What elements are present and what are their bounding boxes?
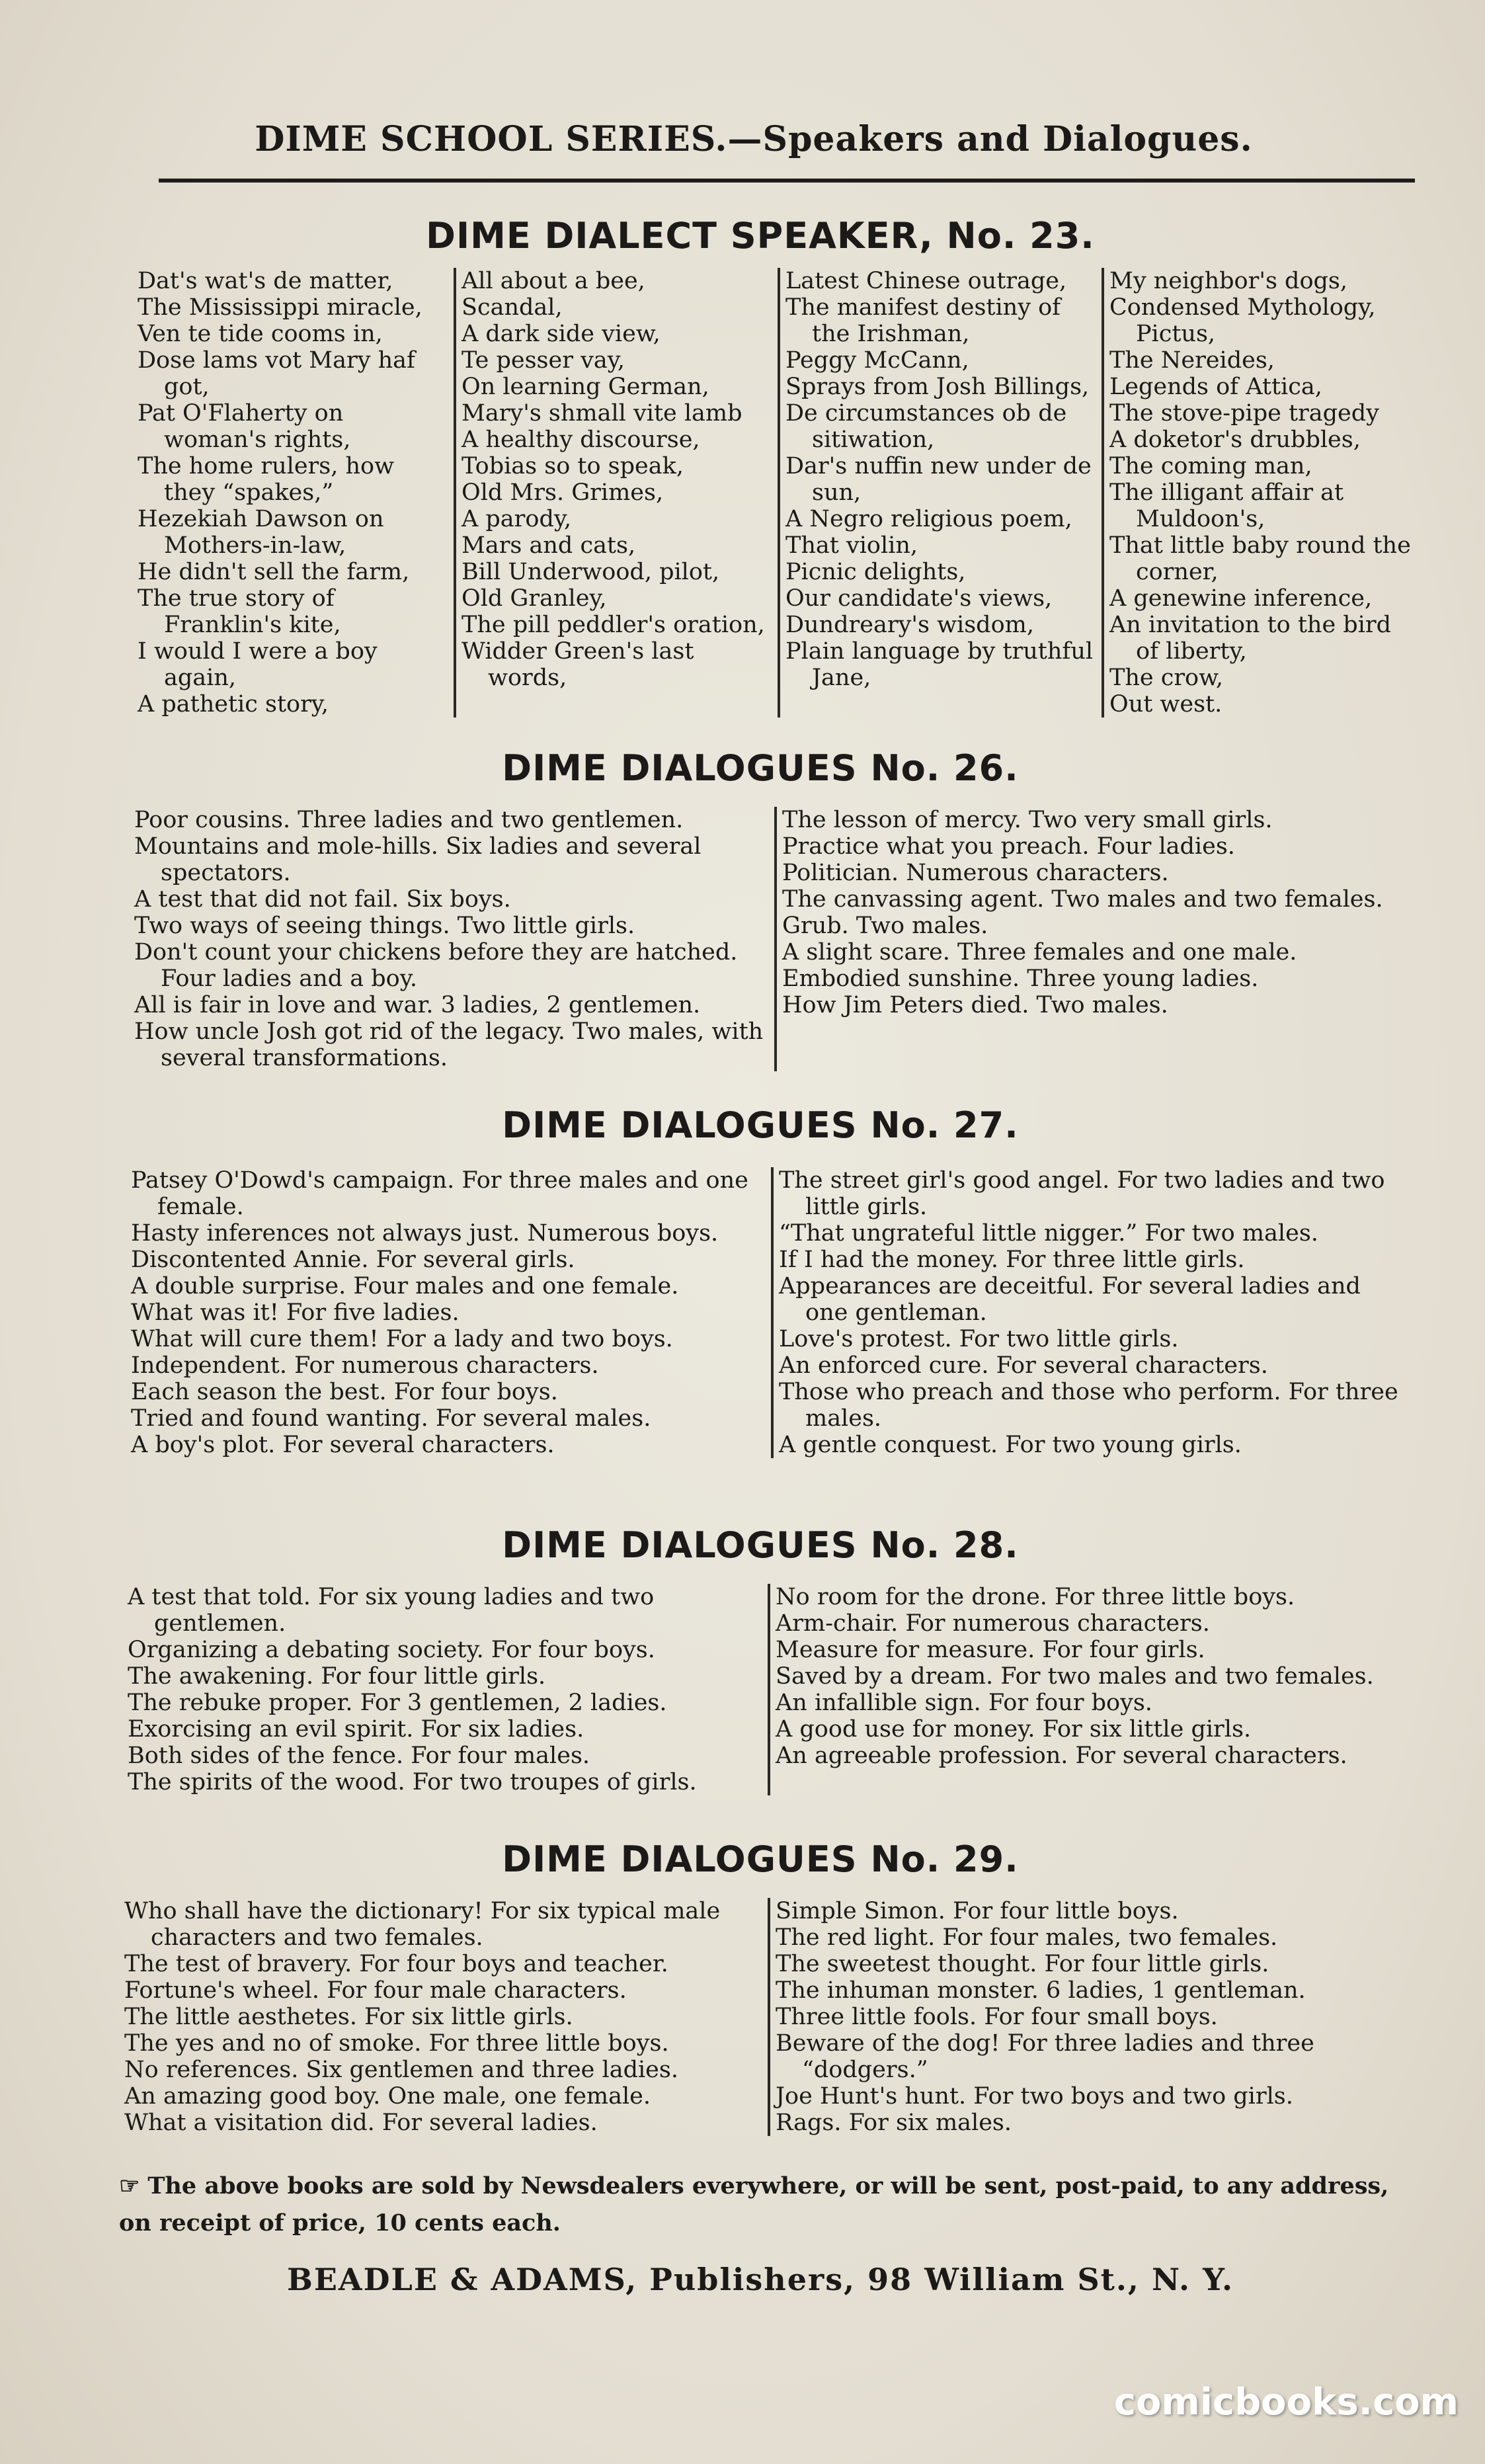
list-item: Each season the best. For four boys.: [131, 1379, 558, 1405]
list-item: Don't count your chickens before they are hatched. Four ladies and a boy.: [134, 939, 738, 992]
list-item: Saved by a dream. For two males and two females.: [776, 1663, 1374, 1690]
list-item: Independent. For numerous characters.: [131, 1352, 599, 1379]
section-title-28: DIME DIALOGUES No. 28.: [502, 1524, 1019, 1566]
list-item: The true story of Franklin's kite,: [138, 585, 341, 638]
list-item: Te pesser vay,: [462, 347, 625, 374]
list-item: The spirits of the wood. For two troupes of girls.: [128, 1769, 697, 1795]
list-item: An invitation to the bird of liberty,: [1109, 612, 1392, 665]
list-item: The rebuke proper. For 3 gentlemen, 2 ladies.: [128, 1690, 667, 1716]
section-title-29: DIME DIALOGUES No. 29.: [502, 1838, 1019, 1880]
list-item: Old Mrs. Grimes,: [462, 479, 664, 506]
list-item: What was it! For five ladies.: [131, 1299, 460, 1326]
section-28-col-1: [122, 1584, 770, 1795]
list-item: Ven te tide cooms in,: [138, 321, 383, 347]
list-item: Tobias so to speak,: [462, 453, 684, 479]
list-item: Embodied sunshine. Three young ladies.: [782, 965, 1259, 992]
list-item: Widder Green's last words,: [462, 638, 694, 691]
section-29-columns: [119, 1898, 1415, 2136]
footer-note-text: The above books are sold by Newsdealers everywhere, or will be sent, post-paid, to any address, on receipt of price, 10 cents each.: [119, 2172, 1389, 2237]
list-item: A slight scare. Three females and one male.: [782, 939, 1297, 965]
watermark: comicbooks.com: [1113, 2381, 1459, 2424]
list-item: A gentle conquest. For two young girls.: [779, 1432, 1242, 1458]
list-item: The Nereides,: [1109, 347, 1275, 374]
list-item: De circumstances ob de sitiwation,: [785, 400, 1067, 453]
list-item: Sprays from Josh Billings,: [785, 374, 1090, 400]
list-item: Mars and cats,: [462, 532, 636, 559]
section-23-col-2: [456, 268, 780, 718]
list-item: A good use for money. For six little girls.: [776, 1716, 1252, 1743]
list-item: Out west.: [1109, 691, 1223, 718]
list-item: Simple Simon. For four little boys.: [776, 1898, 1179, 1924]
list-item: That violin,: [785, 532, 918, 559]
section-27-columns: [126, 1167, 1415, 1458]
section-26-columns: [129, 807, 1418, 1071]
list-item: Poor cousins. Three ladies and two gentlemen.: [134, 807, 684, 833]
list-item: The pill peddler's oration,: [462, 612, 765, 638]
list-item: Picnic delights,: [785, 559, 966, 585]
list-item: Mountains and mole-hills. Six ladies and several spectators.: [134, 833, 702, 886]
section-title-23: DIME DIALECT SPEAKER, No. 23.: [426, 215, 1095, 257]
list-item: On learning German,: [462, 374, 709, 400]
list-item: The Mississippi miracle,: [138, 294, 422, 321]
list-item: The awakening. For four little girls.: [128, 1663, 546, 1690]
list-item: Three little fools. For four small boys.: [776, 2004, 1218, 2030]
list-item: Old Granley,: [462, 585, 607, 612]
list-item: Joe Hunt's hunt. For two boys and two girls.: [776, 2083, 1293, 2110]
list-item: My neighbor's dogs,: [1109, 268, 1348, 294]
list-item: An amazing good boy. One male, one female.: [124, 2083, 651, 2110]
section-23-columns: [132, 268, 1422, 718]
footer-note: [119, 2168, 1415, 2242]
list-item: The manifest destiny of the Irishman,: [785, 294, 1061, 347]
list-item: The test of bravery. For four boys and teacher.: [124, 1951, 668, 1977]
section-title-26: DIME DIALOGUES No. 26.: [502, 747, 1019, 789]
list-item: Organizing a debating society. For four boys.: [128, 1637, 655, 1663]
list-item: Who shall have the dictionary! For six typical male characters and two females.: [124, 1898, 721, 1951]
list-item: The crow,: [1109, 665, 1224, 691]
list-item: He didn't sell the farm,: [138, 559, 410, 585]
list-item: Practice what you preach. Four ladies.: [782, 833, 1235, 860]
list-item: What a visitation did. For several ladies.: [124, 2110, 598, 2136]
list-item: The home rulers, how they “spakes,”: [138, 453, 395, 506]
publisher-line: BEADLE & ADAMS, Publishers, 98 William St., N. Y.: [286, 2262, 1234, 2297]
list-item: That little baby round the corner,: [1109, 532, 1411, 585]
list-item: Condensed Mythology, Pictus,: [1109, 294, 1376, 347]
list-item: Hezekiah Dawson on Mothers-in-law,: [138, 506, 384, 559]
list-item: Both sides of the fence. For four males.: [128, 1743, 590, 1769]
pointing-hand-icon: ☞: [119, 2172, 140, 2199]
list-item: Bill Underwood, pilot,: [462, 559, 720, 585]
list-item: A dark side view,: [462, 321, 661, 347]
section-26-col-1: [129, 807, 777, 1071]
list-item: An enforced cure. For several characters.: [779, 1352, 1268, 1379]
list-item: Dar's nuffin new under de sun,: [785, 453, 1092, 506]
list-item: The illigant affair at Muldoon's,: [1109, 479, 1344, 532]
list-item: The yes and no of smoke. For three little boys.: [124, 2030, 669, 2057]
section-27-col-1: [126, 1167, 774, 1458]
list-item: Patsey O'Dowd's campaign. For three males and one female.: [131, 1167, 748, 1220]
list-item: A test that did not fail. Six boys.: [134, 886, 511, 913]
list-item: All about a bee,: [462, 268, 645, 294]
list-item: “That ungrateful little nigger.” For two males.: [779, 1220, 1318, 1247]
list-item: If I had the money. For three little girls.: [779, 1247, 1245, 1273]
list-item: The canvassing agent. Two males and two females.: [782, 886, 1383, 913]
list-item: Beware of the dog! For three ladies and three “dodgers.”: [776, 2030, 1314, 2083]
list-item: The sweetest thought. For four little girls.: [776, 1951, 1269, 1977]
list-item: How Jim Peters died. Two males.: [782, 992, 1168, 1018]
section-title-27: DIME DIALOGUES No. 27.: [502, 1104, 1019, 1146]
list-item: A double surprise. Four males and one female.: [131, 1273, 679, 1299]
section-28-col-2: [770, 1584, 1412, 1795]
list-item: Grub. Two males.: [782, 913, 988, 939]
list-item: Latest Chinese outrage,: [785, 268, 1067, 294]
list-item: What will cure them! For a lady and two boys.: [131, 1326, 673, 1352]
list-item: Those who preach and those who perform. For three males.: [779, 1379, 1398, 1432]
list-item: A boy's plot. For several characters.: [131, 1432, 555, 1458]
list-item: Peggy McCann,: [785, 347, 969, 374]
header-rule: [159, 179, 1415, 183]
list-item: How uncle Josh got rid of the legacy. Two males, with several transformations.: [134, 1018, 764, 1071]
list-item: Legends of Attica,: [1109, 374, 1322, 400]
list-item: I would I were a boy again,: [138, 638, 378, 691]
section-26-col-2: [777, 807, 1418, 1071]
section-23-col-1: [132, 268, 456, 718]
list-item: The street girl's good angel. For two ladies and two little girls.: [779, 1167, 1385, 1220]
list-item: Politician. Numerous characters.: [782, 860, 1169, 886]
list-item: The inhuman monster. 6 ladies, 1 gentleman.: [776, 1977, 1306, 2004]
list-item: A test that told. For six young ladies and two gentlemen.: [128, 1584, 655, 1637]
list-item: An infallible sign. For four boys.: [776, 1690, 1152, 1716]
section-27-col-2: [774, 1167, 1415, 1458]
list-item: The little aesthetes. For six little girls.: [124, 2004, 573, 2030]
list-item: A genewine inference,: [1109, 585, 1373, 612]
list-item: No room for the drone. For three little boys.: [776, 1584, 1295, 1610]
list-item: A healthy discourse,: [462, 427, 700, 453]
list-item: Mary's shmall vite lamb: [462, 400, 742, 427]
section-23-col-4: [1104, 268, 1422, 718]
list-item: Pat O'Flaherty on woman's rights,: [138, 400, 351, 453]
list-item: Dose lams vot Mary haf got,: [138, 347, 415, 400]
list-item: Love's protest. For two little girls.: [779, 1326, 1179, 1352]
list-item: A parody,: [462, 506, 572, 532]
list-item: The coming man,: [1109, 453, 1312, 479]
section-23-col-3: [780, 268, 1104, 718]
list-item: An agreeable profession. For several characters.: [776, 1743, 1347, 1769]
list-item: No references. Six gentlemen and three ladies.: [124, 2057, 678, 2083]
list-item: The lesson of mercy. Two very small girls.: [782, 807, 1273, 833]
list-item: Exorcising an evil spirit. For six ladies.: [128, 1716, 584, 1743]
list-item: Measure for measure. For four girls.: [776, 1637, 1205, 1663]
list-item: Discontented Annie. For several girls.: [131, 1247, 575, 1273]
list-item: Plain language by truthful Jane,: [785, 638, 1094, 691]
list-item: Rags. For six males.: [776, 2110, 1012, 2136]
list-item: Hasty inferences not always just. Numerous boys.: [131, 1220, 719, 1247]
section-29-col-1: [119, 1898, 770, 2136]
list-item: Fortune's wheel. For four male characters.: [124, 1977, 627, 2004]
list-item: Appearances are deceitful. For several ladies and one gentleman.: [779, 1273, 1361, 1326]
list-item: Tried and found wanting. For several males.: [131, 1405, 651, 1432]
list-item: A Negro religious poem,: [785, 506, 1072, 532]
section-29-col-2: [770, 1898, 1415, 2136]
list-item: Scandal,: [462, 294, 563, 321]
list-item: Two ways of seeing things. Two little girls.: [134, 913, 635, 939]
section-28-columns: [122, 1584, 1412, 1795]
page-header: DIME SCHOOL SERIES.—Speakers and Dialogues.: [255, 119, 1253, 159]
list-item: Dat's wat's de matter,: [138, 268, 393, 294]
list-item: A pathetic story,: [138, 691, 329, 718]
list-item: Our candidate's views,: [785, 585, 1053, 612]
list-item: Dundreary's wisdom,: [785, 612, 1034, 638]
list-item: All is fair in love and war. 3 ladies, 2 gentlemen.: [134, 992, 701, 1018]
list-item: A doketor's drubbles,: [1109, 427, 1361, 453]
list-item: Arm-chair. For numerous characters.: [776, 1610, 1210, 1637]
list-item: The stove-pipe tragedy: [1109, 400, 1379, 427]
list-item: The red light. For four males, two females.: [776, 1924, 1278, 1951]
